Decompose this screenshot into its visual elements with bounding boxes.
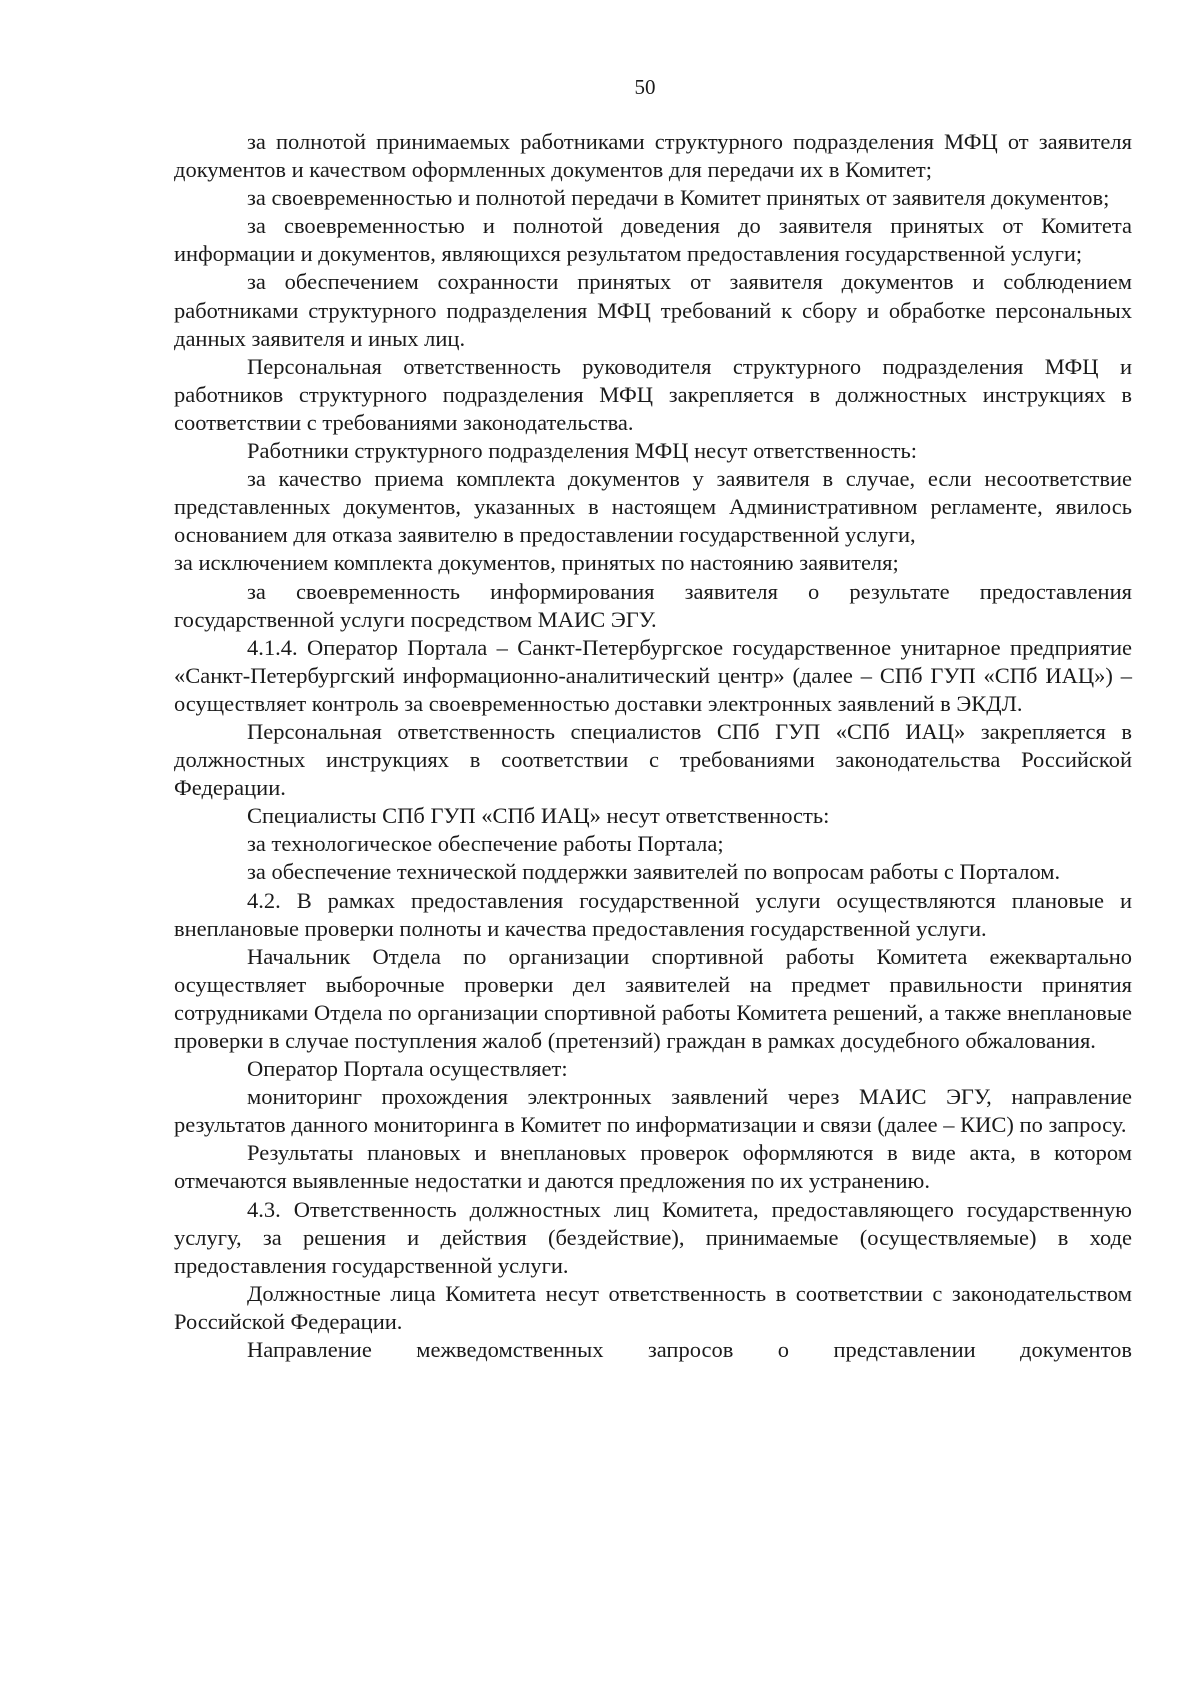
paragraph: за обеспечением сохранности принятых от заявителя документов и соблюдением работниками структурного подразделения МФЦ требований к сбору и обработке персональных данных заявителя и иных лиц. (174, 269, 1132, 351)
document-body (174, 128, 1132, 1364)
paragraph: Персональная ответственность руководителя структурного подразделения МФЦ и работников структурного подразделения МФЦ закрепляется в должностных инструкциях в соответствии с требованиями законодательства. (174, 353, 1132, 435)
paragraph: Работники структурного подразделения МФЦ несут ответственность: (247, 438, 917, 464)
paragraph: Оператор Портала осуществляет: (247, 1056, 568, 1082)
paragraph: Специалисты СПб ГУП «СПб ИАЦ» несут ответственность: (247, 803, 830, 829)
paragraph: за качество приема комплекта документов у заявителя в случае, если несоответствие представленных документов, указанных в настоящем Административном регламенте, явилось основанием для отказа заявителю в предоставлении государственной услуги, (174, 466, 1132, 548)
paragraph: 4.3. Ответственность должностных лиц Комитета, предоставляющего государственную услугу, за решения и действия (бездействие), принимаемые (осуществляемые) в ходе предоставления государственной услуги. (174, 1196, 1132, 1278)
paragraph: Должностные лица Комитета несут ответственность в соответствии с законодательством Российской Федерации. (174, 1280, 1132, 1334)
paragraph: за своевременностью и полнотой передачи в Комитет принятых от заявителя документов; (247, 185, 1110, 211)
paragraph: Начальник Отдела по организации спортивной работы Комитета ежеквартально осуществляет выборочные проверки дел заявителей на предмет правильности принятия сотрудниками Отдела по организации спортивной работы Комитета решений, а также внеплановые проверки в случае поступления жалоб (претензий) граждан в рамках досудебного обжалования. (174, 943, 1132, 1053)
paragraph: 4.1.4. Оператор Портала – Санкт-Петербургское государственное унитарное предприятие «Санкт-Петербургский информационно-аналитический центр» (далее – СПб ГУП «СПб ИАЦ») – осуществляет контроль за своевременностью доставки электронных заявлений в ЭКДЛ. (174, 634, 1132, 716)
paragraph: за своевременность информирования заявителя о результате предоставления государственной услуги посредством МАИС ЭГУ. (174, 578, 1132, 632)
paragraph: за своевременностью и полнотой доведения до заявителя принятых от Комитета информации и документов, являющихся результатом предоставления государственной услуги; (174, 213, 1132, 267)
paragraph: мониторинг прохождения электронных заявлений через МАИС ЭГУ, направление результатов данного мониторинга в Комитет по информатизации и связи (далее – КИС) по запросу. (174, 1084, 1132, 1138)
paragraph: за полнотой принимаемых работниками структурного подразделения МФЦ от заявителя документов и качеством оформленных документов для передачи их в Комитет; (174, 129, 1132, 183)
paragraph: за технологическое обеспечение работы Портала; (247, 831, 724, 857)
paragraph: 4.2. В рамках предоставления государственной услуги осуществляются плановые и внеплановые проверки полноты и качества предоставления государственной услуги. (174, 887, 1132, 941)
paragraph: Направление межведомственных запросов о представлении документов (247, 1337, 1132, 1363)
paragraph: Результаты плановых и внеплановых проверок оформляются в виде акта, в котором отмечаются выявленные недостатки и даются предложения по их устранению. (174, 1140, 1132, 1194)
paragraph: за исключением комплекта документов, принятых по настоянию заявителя; (174, 550, 899, 576)
paragraph: Персональная ответственность специалистов СПб ГУП «СПб ИАЦ» закрепляется в должностных инструкциях в соответствии с требованиями законодательства Российской Федерации. (174, 718, 1132, 801)
paragraph: за обеспечение технической поддержки заявителей по вопросам работы с Порталом. (247, 859, 1061, 885)
page-number: 50 (634, 75, 656, 99)
